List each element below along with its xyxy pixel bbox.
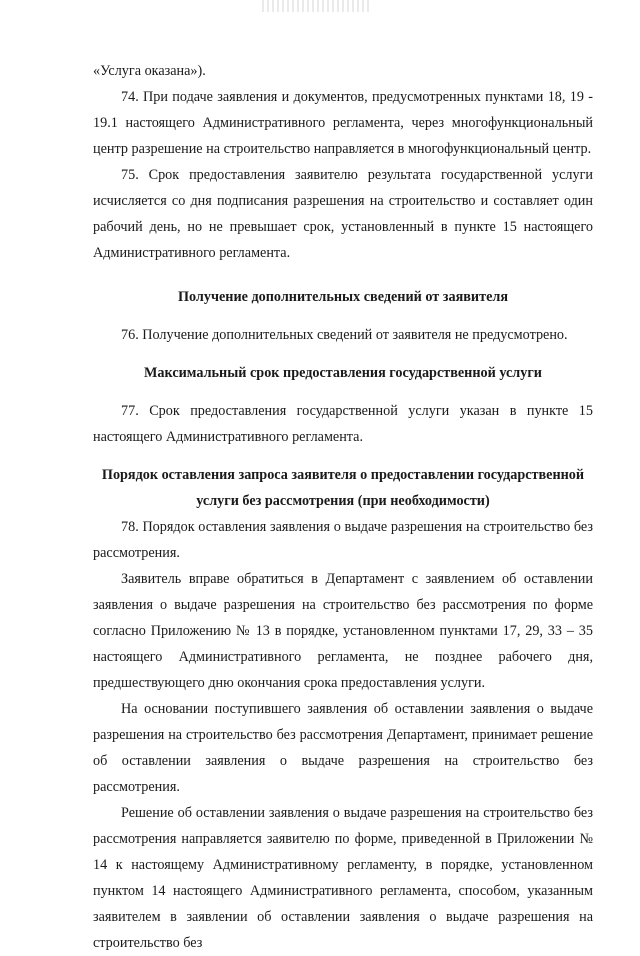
scan-artifact (262, 0, 372, 12)
heading-max-term: Максимальный срок предоставления государственной услуги (144, 365, 542, 381)
paragraph-76: 76. Получение дополнительных сведений от заявителя не предусмотрено. (121, 327, 568, 343)
paragraph-continuation: «Услуга оказана»). (93, 63, 206, 79)
paragraph-74: 74. При подаче заявления и документов, предусмотренных пунктами 18, 19 - 19.1 настоящего Административного регламента, через многофункциональный центр разрешение на строительство направляется в многофункциональный центр. (93, 89, 593, 157)
paragraph-78-applicant-right: Заявитель вправе обратиться в Департамент с заявлением об оставлении заявления о выдаче разрешения на строительство без рассмотрения по форме согласно Приложению № 13 в порядке, установленном пунктами 17, 29, 33 – 35 настоящего Административного регламента, не позднее рабочего дня, предшествующего дню окончания срока предоставления услуги. (93, 571, 593, 691)
paragraph-75: 75. Срок предоставления заявителю результата государственной услуги исчисляется со дня подписания разрешения на строительство и составляет один рабочий день, но не превышает срок, установленный в пункте 15 настоящего Административного регламента. (93, 167, 593, 261)
paragraph-78-notification: Решение об оставлении заявления о выдаче разрешения на строительство без рассмотрения направляется заявителю по форме, приведенной в Приложении № 14 к настоящему Административному регламенту, в порядке, установленном пунктом 14 настоящего Административного регламента, способом, указанным заявителем в заявлении об оставлении заявления о выдаче разрешения на строительство без (93, 805, 593, 951)
heading-leave-without-review: Порядок оставления запроса заявителя о предоставлении государственной услуги без рассмотрения (при необходимости) (101, 467, 585, 509)
document-body (93, 58, 593, 956)
heading-additional-info: Получение дополнительных сведений от заявителя (177, 289, 508, 305)
paragraph-77: 77. Срок предоставления государственной услуги указан в пункте 15 настоящего Административного регламента. (93, 403, 593, 445)
paragraph-78: 78. Порядок оставления заявления о выдаче разрешения на строительство без рассмотрения. (93, 519, 593, 561)
paragraph-78-decision: На основании поступившего заявления об оставлении заявления о выдаче разрешения на строительство без рассмотрения Департамент, принимает решение об оставлении заявления о выдаче разрешения на строительство без рассмотрения. (93, 701, 593, 795)
